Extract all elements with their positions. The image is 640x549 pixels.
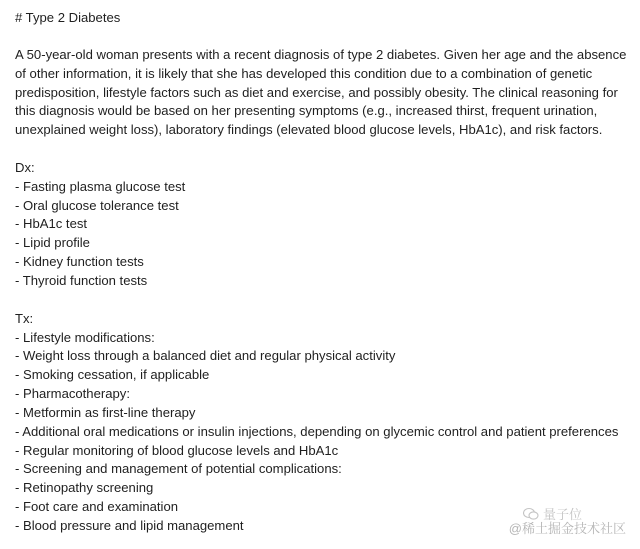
blank-line <box>15 291 627 310</box>
intro-paragraph: A 50-year-old woman presents with a recent diagnosis of type 2 diabetes. Given her age and the absence of other information, it is likely that she has developed this condition due to a combination of genetic predisposition, lifestyle factors such as diet and exercise, and possibly obesity. The clinical reasoning for this diagnosis would be based on her presenting symptoms (e.g., increased thirst, frequent urination, unexplained weight loss), laboratory findings (elevated blood glucose levels, HbA1c), and risk factors. <box>15 46 627 138</box>
document-body <box>15 8 627 536</box>
tx-item: - Metformin as first-line therapy <box>15 404 196 420</box>
blank-line <box>15 140 627 159</box>
dx-item: - Fasting plasma glucose test <box>15 178 186 194</box>
tx-item: - Regular monitoring of blood glucose levels and HbA1c <box>15 442 339 458</box>
tx-item: - Weight loss through a balanced diet and regular physical activity <box>15 348 396 364</box>
tx-item: - Pharmacotherapy: <box>15 386 130 402</box>
tx-label: Tx: <box>15 310 34 326</box>
tx-item: - Smoking cessation, if applicable <box>15 367 210 383</box>
tx-item: - Blood pressure and lipid management <box>15 517 244 533</box>
watermark-credit-text: @稀土掘金技术社区 <box>508 521 626 536</box>
dx-item: - Oral glucose tolerance test <box>15 197 179 213</box>
dx-list <box>15 178 627 291</box>
dx-label: Dx: <box>15 159 35 175</box>
tx-item: - Lifestyle modifications: <box>15 329 155 345</box>
tx-item: - Retinopathy screening <box>15 480 154 496</box>
tx-item: - Additional oral medications or insulin injections, depending on glycemic control and patient preferences <box>15 423 619 439</box>
dx-item: - Kidney function tests <box>15 254 144 270</box>
document-heading: # Type 2 Diabetes <box>15 10 121 25</box>
dx-item: - Lipid profile <box>15 235 90 251</box>
tx-item: - Screening and management of potential complications: <box>15 461 342 477</box>
watermark-credit <box>509 518 626 537</box>
blank-line <box>15 27 627 46</box>
dx-item: - Thyroid function tests <box>15 272 148 288</box>
dx-item: - HbA1c test <box>15 216 88 232</box>
tx-item: - Foot care and examination <box>15 499 179 515</box>
watermark-brand: 量子位 <box>542 507 582 522</box>
